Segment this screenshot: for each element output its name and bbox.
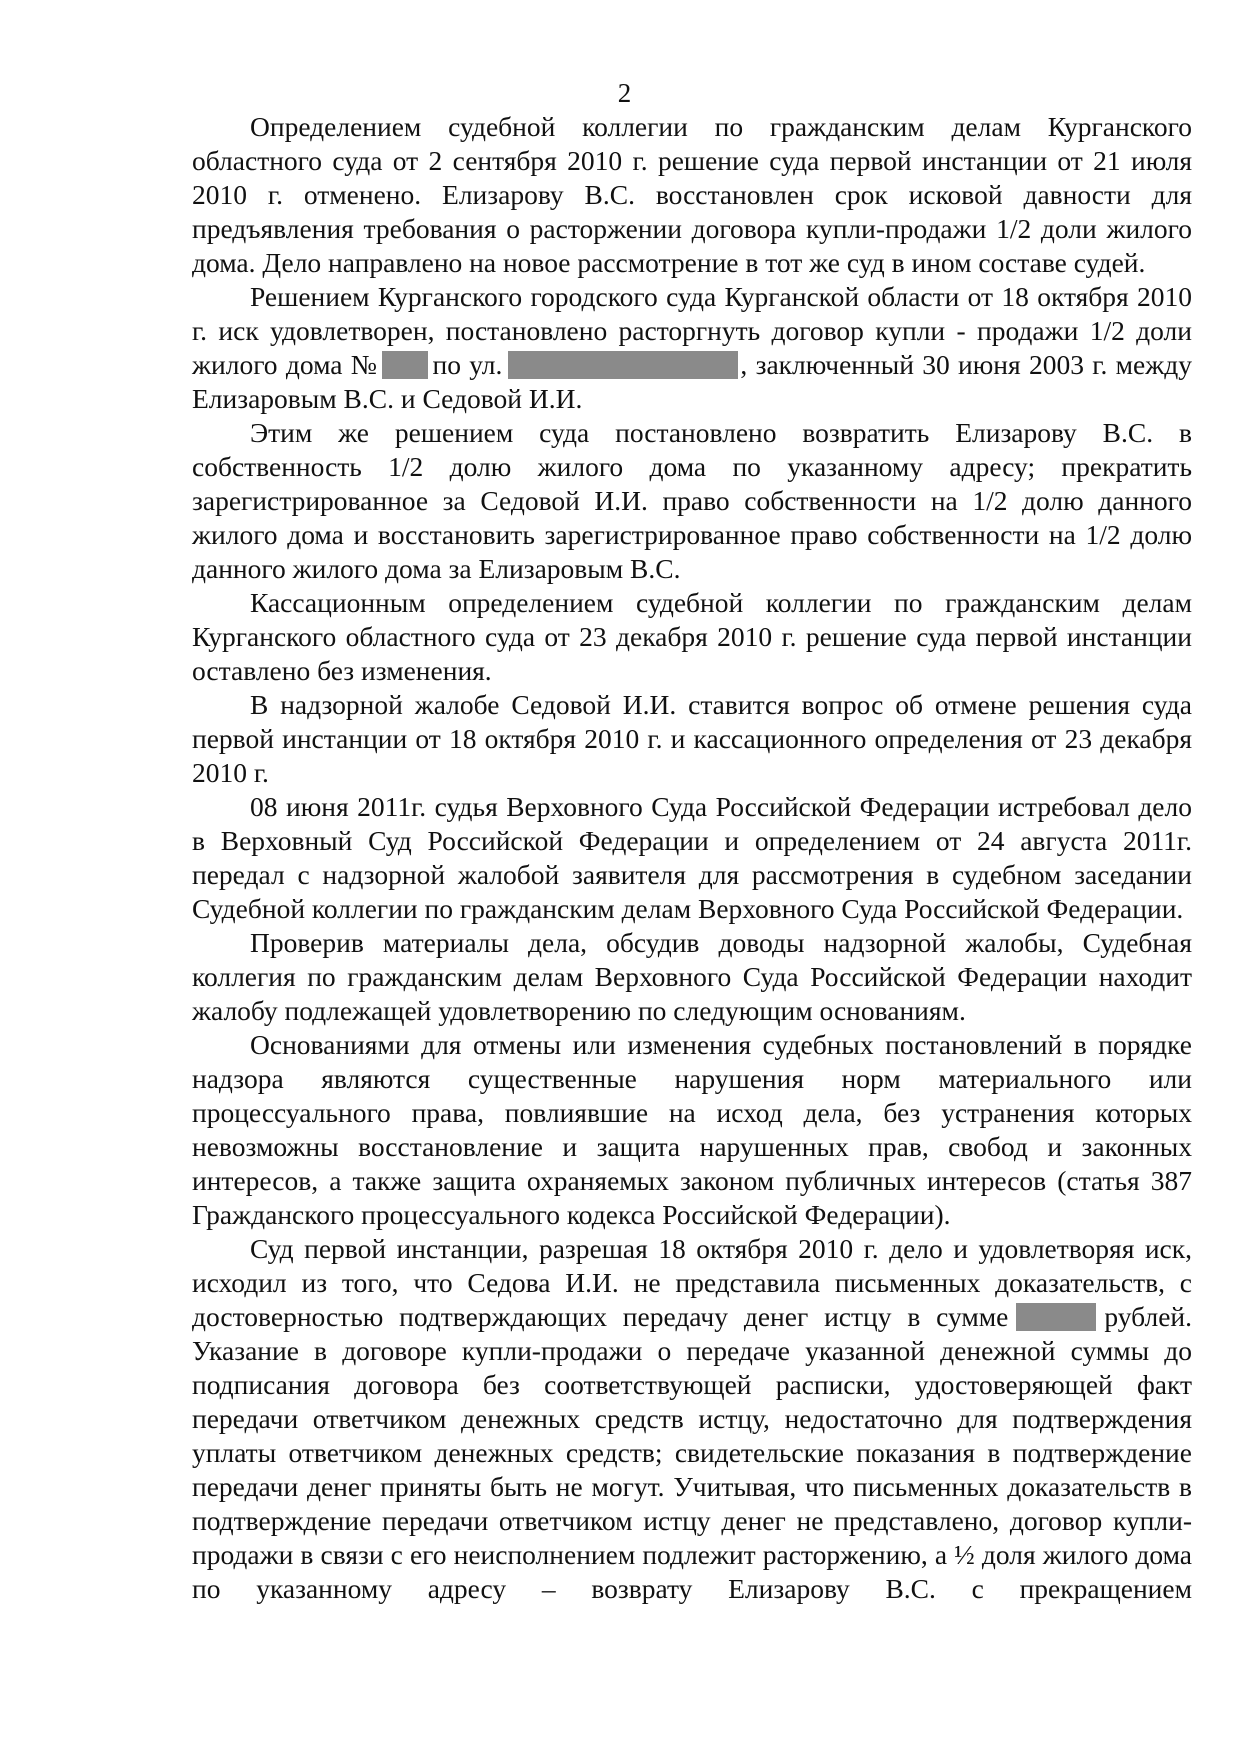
paragraph-5: В надзорной жалобе Седовой И.И. ставится вопрос об отмене решения суда первой инстанции от 18 октября 2010 г. и кассационного определения от 23 декабря 2010 г.	[192, 689, 1192, 788]
paragraph-4: Кассационным определением судебной коллегии по гражданским делам Курганского областного суда от 23 декабря 2010 г. решение суда первой инстанции оставлено без изменения.	[192, 587, 1192, 686]
redacted-house-number	[382, 351, 428, 379]
paragraph-9-text-b: рублей. Указание в договоре купли-продажи о передаче указанной денежной суммы до подписания договора без соответствующей расписки, удостоверяющей факт передачи ответчиком денежных средств истцу, недостаточно для подтверждения уплаты ответчиком денежных средств; свидетельские показания в подтверждение передачи денег приняты быть не могут. Учитывая, что письменных доказательств в подтверждение передачи ответчиком истцу денег не представлено, договор купли-продажи в связи с его неисполнением подлежит расторжению, а ½ доля жилого дома по указанному адресу – возврату Елизарову В.С. с прекращением	[192, 1301, 1192, 1604]
redacted-street-name	[508, 351, 738, 379]
paragraph-2	[192, 280, 1192, 416]
redacted-sum	[1016, 1303, 1096, 1331]
paragraph-3: Этим же решением суда постановлено возвратить Елизарову В.С. в собственность 1/2 долю жилого дома по указанному адресу; прекратить зарегистрированное за Седовой И.И. право собственности на 1/2 долю данного жилого дома и восстановить зарегистрированное право собственности на 1/2 долю данного жилого дома за Елизаровым В.С.	[192, 417, 1192, 584]
paragraph-9	[192, 1232, 1192, 1606]
paragraph-6: 08 июня 2011г. судья Верховного Суда Российской Федерации истребовал дело в Верховный Суд Российской Федерации и определением от 24 августа 2011г. передал с надзорной жалобой заявителя для рассмотрения в судебном заседании Судебной коллегии по гражданским делам Верховного Суда Российской Федерации.	[192, 791, 1192, 924]
paragraph-2-text-b: по ул.	[432, 349, 503, 380]
document-body	[192, 110, 1192, 1606]
page-number: 2	[617, 78, 632, 108]
paragraph-8: Основаниями для отмены или изменения судебных постановлений в порядке надзора являются существенные нарушения норм материального или процессуального права, повлиявшие на исход дела, без устранения которых невозможны восстановление и защита нарушенных прав, свобод и законных интересов, а также защита охраняемых законом публичных интересов (статья 387 Гражданского процессуального кодекса Российской Федерации).	[192, 1029, 1192, 1230]
paragraph-7: Проверив материалы дела, обсудив доводы надзорной жалобы, Судебная коллегия по гражданским делам Верховного Суда Российской Федерации находит жалобу подлежащей удовлетворению по следующим основаниям.	[192, 927, 1192, 1026]
paragraph-2-text-c: , заключенный 30 июня 2003 г. между Елизаровым В.С. и Седовой И.И.	[192, 349, 1192, 414]
paragraph-1: Определением судебной коллегии по гражданским делам Курганского областного суда от 2 сентября 2010 г. решение суда первой инстанции от 21 июля 2010 г. отменено. Елизарову В.С. восстановлен срок исковой давности для предъявления требования о расторжении договора купли-продажи 1/2 доли жилого дома. Дело направлено на новое рассмотрение в тот же суд в ином составе судей.	[192, 111, 1192, 278]
paragraph-2-text-a: Решением Курганского городского суда Курганской области от 18 октября 2010 г. иск удовлетворен, постановлено расторгнуть договор купли - продажи 1/2 доли жилого дома №	[192, 281, 1192, 380]
paragraph-9-text-a: Суд первой инстанции, разрешая 18 октября 2010 г. дело и удовлетворяя иск, исходил из того, что Седова И.И. не представила письменных доказательств, с достоверностью подтверждающих передачу денег истцу в сумме	[192, 1233, 1192, 1332]
